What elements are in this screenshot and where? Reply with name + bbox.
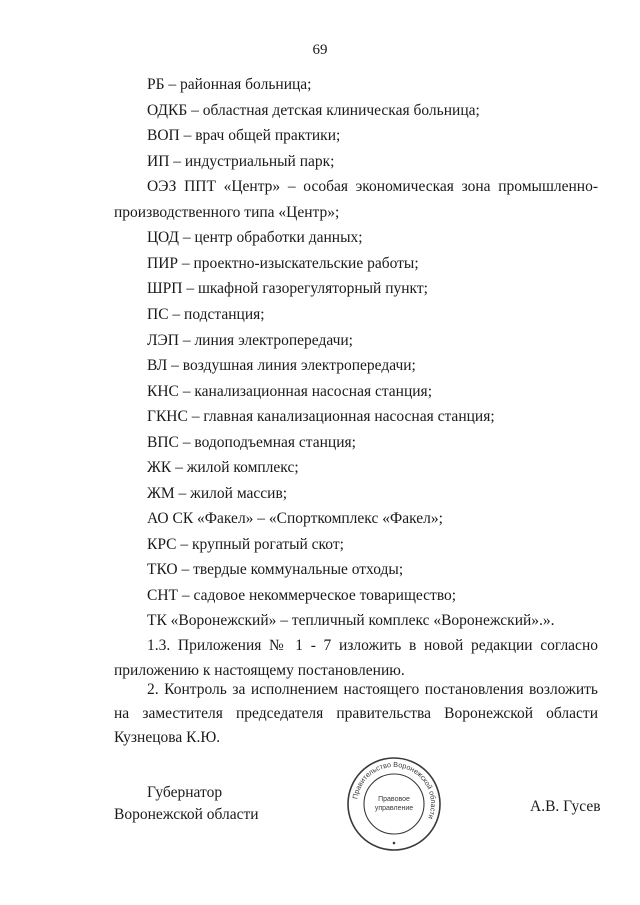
signatory-position bbox=[114, 782, 259, 826]
stamp-center-line1: Правовое bbox=[378, 796, 410, 803]
item-2-line3: Кузнецова К.Ю. bbox=[114, 729, 221, 746]
item-1-3-line1: 1.3. Приложения № 1 - 7 изложить в новой редакции согласно bbox=[147, 637, 598, 654]
abbreviation-item: ЖК – жилой комплекс; bbox=[147, 459, 299, 476]
stamp-dot bbox=[393, 842, 396, 845]
abbreviation-item: ПИР – проектно-изыскательские работы; bbox=[147, 255, 419, 272]
abbreviation-item: СНТ – садовое некоммерческое товарищество; bbox=[147, 587, 457, 604]
abbreviation-item: КНС – канализационная насосная станция; bbox=[147, 383, 432, 400]
abbreviation-item: ШРП – шкафной газорегуляторный пункт; bbox=[147, 280, 428, 297]
abbreviation-item: ВЛ – воздушная линия электропередачи; bbox=[147, 357, 416, 374]
abbreviation-item: РБ – районная больница; bbox=[147, 76, 312, 93]
abbreviation-item: ЖМ – жилой массив; bbox=[147, 485, 288, 502]
abbreviation-item: КРС – крупный рогатый скот; bbox=[147, 536, 344, 553]
abbreviation-item: ГКНС – главная канализационная насосная станция; bbox=[147, 408, 495, 425]
stamp-outer-ring bbox=[348, 758, 440, 850]
stamp-inner-ring bbox=[364, 774, 424, 834]
abbreviation-item: ВПС – водоподъемная станция; bbox=[147, 434, 356, 451]
signatory-title: Губернатор bbox=[147, 784, 223, 801]
item-1-3-line2: приложению к настоящему постановлению. bbox=[114, 662, 405, 679]
abbreviation-item: ОЭЗ ППТ «Центр» – особая экономическая зона промышленно- bbox=[147, 178, 598, 195]
item-2-line1: 2. Контроль за исполнением настоящего постановления возложить bbox=[147, 681, 598, 698]
abbreviation-item: ЦОД – центр обработки данных; bbox=[147, 229, 363, 246]
stamp-center-line2: управление bbox=[374, 805, 414, 812]
abbreviation-item: ВОП – врач общей практики; bbox=[147, 127, 341, 144]
abbreviation-item: ТКО – твердые коммунальные отходы; bbox=[147, 561, 404, 578]
stamp-ring-text: Правительство Воронежской области bbox=[350, 759, 439, 821]
abbreviation-item: ОДКБ – областная детская клиническая больница; bbox=[147, 102, 480, 119]
abbreviation-item: ЛЭП – линия электропередачи; bbox=[147, 332, 353, 349]
abbreviation-item: АО СК «Факел» – «Спорткомплекс «Факел»; bbox=[147, 510, 443, 527]
page-number: 69 bbox=[312, 42, 328, 58]
abbreviation-item-continuation: производственного типа «Центр»; bbox=[114, 204, 340, 221]
official-stamp bbox=[344, 754, 444, 854]
abbreviation-item: ТК «Воронежский» – тепличный комплекс «Воронежский».». bbox=[147, 612, 555, 629]
signatory-name: А.В. Гусев bbox=[530, 798, 601, 815]
abbreviation-item: ИП – индустриальный парк; bbox=[147, 153, 335, 170]
item-2-line2: на заместителя председателя правительства Воронежской области bbox=[114, 705, 598, 722]
abbreviation-item: ПС – подстанция; bbox=[147, 306, 265, 323]
signatory-region: Воронежской области bbox=[114, 806, 259, 823]
